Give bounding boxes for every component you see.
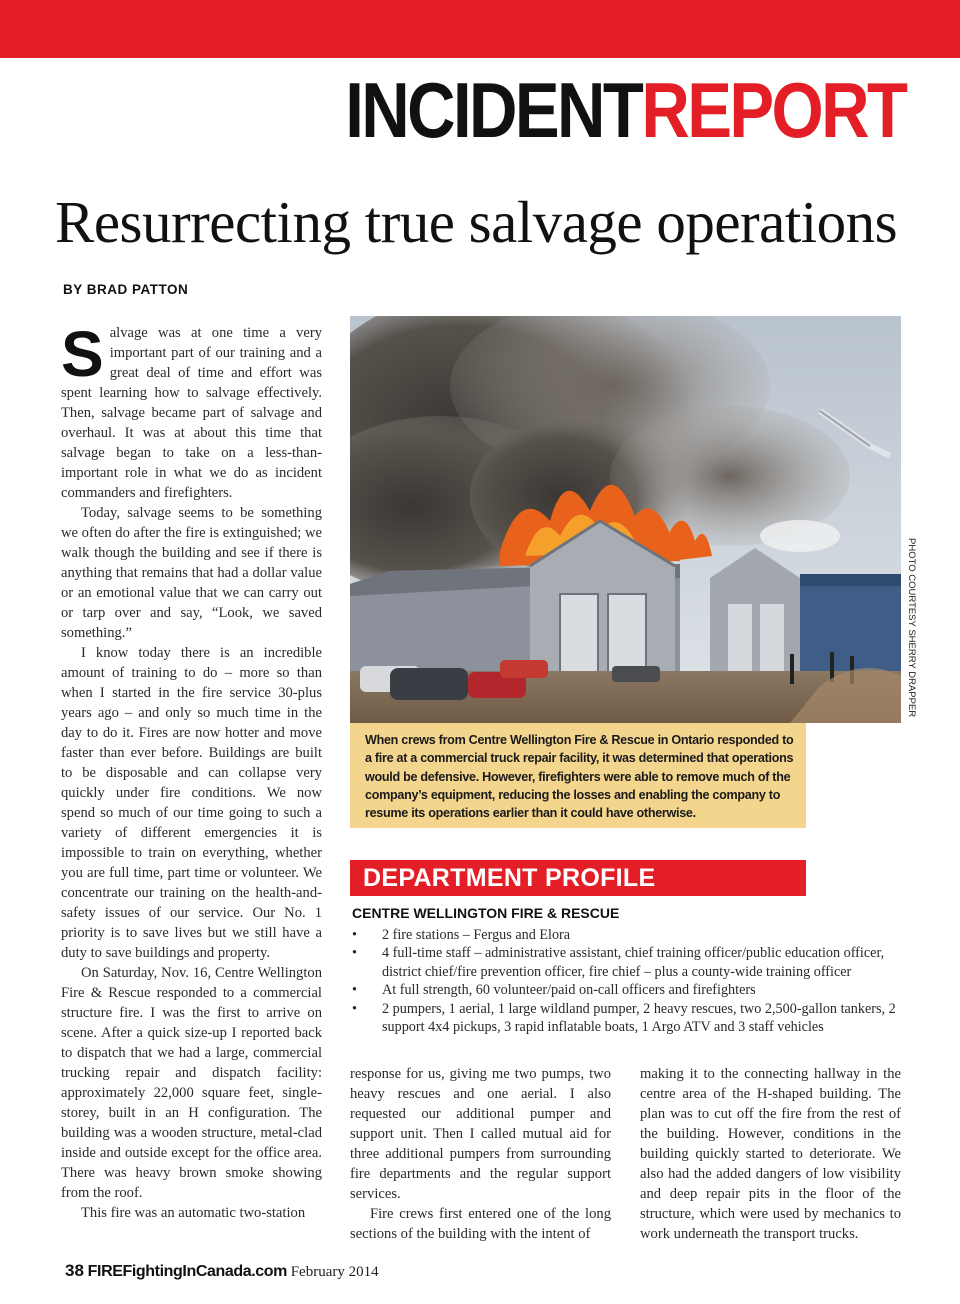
department-profile-heading: DEPARTMENT PROFILE bbox=[350, 860, 806, 896]
bullet-icon: • bbox=[352, 1000, 357, 1017]
department-profile-subtitle: CENTRE WELLINGTON FIRE & RESCUE bbox=[352, 905, 620, 921]
drop-cap: S bbox=[61, 318, 104, 390]
bullet-icon: • bbox=[352, 945, 357, 962]
paragraph: Fire crews first entered one of the long sections of the building with the intent of bbox=[350, 1206, 611, 1242]
paragraph: I know today there is an incredible amount of training to do – more so than when I started in the fire service 30-plus years ago – and only so much time in the day to do it. Fires are now hotter and move faster than ever before. Buildings are built to be disposable and can collapse very quickly under fire conditions. We now spend so much of our time going to such a variety of different emergencies it is impossible to train on everything, whether you are full time, part time or volunteer. We concentrate our training on the health-and-safety issues of our service. Our No. 1 priority is to save lives but we still have a duty to save buildings and property. bbox=[61, 645, 322, 961]
article-column-1 bbox=[61, 318, 322, 1223]
list-item: • 2 fire stations – Fergus and Elora bbox=[352, 927, 571, 943]
list-item: • 2 pumpers, 1 aerial, 1 large wildland pumper, 2 heavy rescues, two 2,500-gallon tankers, 2 support 4x4 pickups, 3 rapid inflatable boats, 1 Argo ATV and 3 staff vehicles bbox=[352, 1000, 896, 1036]
footer-website: FIREFightingInCanada.com bbox=[87, 1263, 287, 1280]
masthead-word-incident: INCIDENT bbox=[344, 66, 641, 154]
article-column-2 bbox=[350, 1064, 611, 1244]
article-byline: BY BRAD PATTON bbox=[63, 282, 189, 297]
photo-caption: When crews from Centre Wellington Fire & Rescue in Ontario responded to a fire at a commercial truck repair facility, it was determined that operations would be defensive. However, firefighters were able to remove much of the company’s equipment, reducing the losses and enabling the company to resume its operations earlier than it could have otherwise. bbox=[350, 723, 806, 828]
paragraph: Salvage was at one time a very important part of our training and a great deal of time and effort was spent learning how to salvage effectively. Then, salvage became part of salvage and overhaul. It was at about this time that salvage began to take on a less-than-important role in what we do as incident commanders and firefighters. bbox=[61, 318, 322, 501]
department-profile-list bbox=[352, 926, 912, 1036]
paragraph: This fire was an automatic two-station bbox=[81, 1205, 306, 1221]
article-column-3 bbox=[640, 1064, 901, 1244]
bullet-icon: • bbox=[352, 982, 357, 999]
photo-credit: PHOTO COURTESY SHERRY DRAPPER bbox=[906, 538, 917, 718]
paragraph: On Saturday, Nov. 16, Centre Wellington Fire & Rescue responded to a commercial structure fire. I was the first to arrive on scene. After a quick size-up I reported back to dispatch that we had a large, commercial trucking repair and dispatch facility: approximately 22,000 square feet, single-storey, built in an H configuration. The building was a wooden structure, metal-clad inside and outside except for the office area. There was heavy brown smoke showing from the roof. bbox=[61, 965, 322, 1201]
page-footer bbox=[65, 1261, 379, 1281]
page-number: 38 bbox=[65, 1261, 84, 1280]
section-masthead bbox=[344, 66, 905, 154]
fire-scene-photo bbox=[350, 316, 901, 723]
masthead-word-report: REPORT bbox=[640, 66, 905, 154]
top-red-band bbox=[0, 0, 960, 58]
bullet-icon: • bbox=[352, 927, 357, 943]
article-headline: Resurrecting true salvage operations bbox=[55, 189, 898, 255]
list-item: • At full strength, 60 volunteer/paid on-call officers and firefighters bbox=[352, 982, 756, 999]
paragraph: response for us, giving me two pumps, two heavy rescues and one aerial. I also requested our additional pumper and support unit. Then I called mutual aid for three additional pumpers from surrounding fire departments and the regular support services. bbox=[350, 1066, 611, 1202]
list-item: • 4 full-time staff – administrative assistant, chief training officer/public education officer, district chief/fire prevention officer, fire chief – plus a county-wide training officer bbox=[352, 945, 885, 980]
paragraph: making it to the connecting hallway in the centre area of the H-shaped building. The plan was to cut off the fire from the rest of the building. However, conditions in the building quickly started to deteriorate. We also had the added dangers of low visibility and deep repair pits in the floor of the structure, which were used by mechanics to work underneath the transport trucks. bbox=[640, 1066, 901, 1242]
footer-issue-date: February 2014 bbox=[290, 1264, 379, 1280]
paragraph: Today, salvage seems to be something we often do after the fire is extinguished; we walk though the building and see if there is anything that remains that had a dollar value or an emotional value that we can carry out or tarp over and say, “Look, we saved something.” bbox=[61, 505, 322, 641]
